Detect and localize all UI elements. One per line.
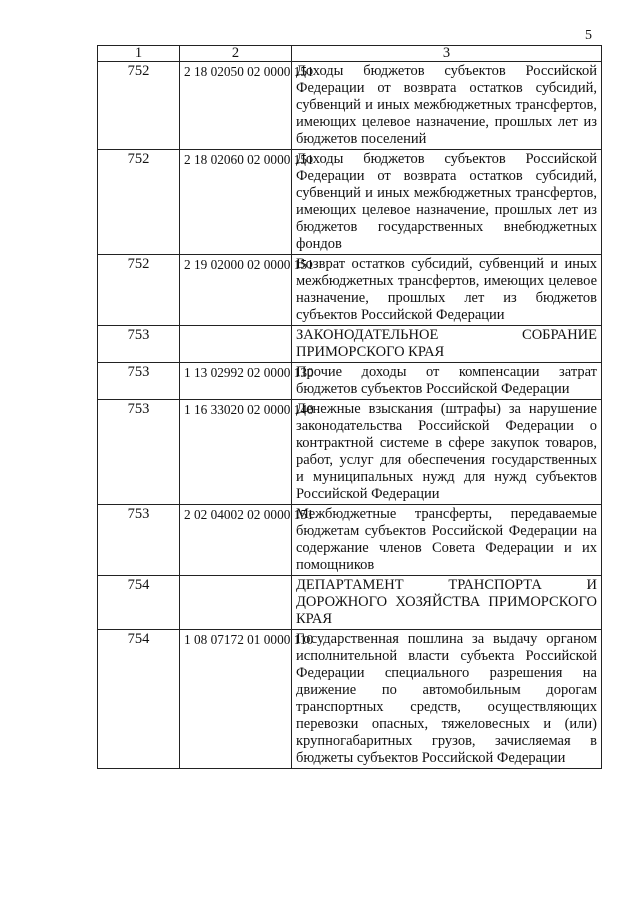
description-cell: Денежные взыскания (штрафы) за нарушение законодательства Российской Федерации о контрактной системе в сфере закупок товаров, работ, услуг для обеспечения государственных и муниципальных нужд для нужд субъектов Российской Федерации [292,400,602,505]
budget-code-cell: 2 19 02000 02 0000 151 [180,255,292,326]
table-row [98,150,602,255]
description-cell: Возврат остатков субсидий, субвенций и иных межбюджетных трансфертов, имеющих целевое назначение, прошлых лет из бюджетов субъектов Российской Федерации [292,255,602,326]
table-row-section-heading [98,326,602,363]
table-header-row [98,46,602,62]
table-row [98,400,602,505]
admin-code-cell: 753 [98,505,180,576]
table-row-section-heading [98,576,602,630]
column-header-code: 2 [180,46,292,62]
budget-code-cell [180,326,292,363]
description-cell: Прочие доходы от компенсации затрат бюджетов субъектов Российской Федерации [292,363,602,400]
budget-code-cell: 2 18 02050 02 0000 151 [180,62,292,150]
admin-code-cell: 752 [98,150,180,255]
admin-code-cell: 752 [98,255,180,326]
table-row [98,630,602,769]
page-number: 5 [585,28,592,43]
table-row [98,62,602,150]
table-row [98,363,602,400]
description-cell: Государственная пошлина за выдачу органом исполнительной власти субъекта Российской Федерации специального разрешения на движение по автомобильным дорогам транспортных средств, осуществляющих перевозки опасных, тяжеловесных и (или) крупногабаритных грузов, зачисляемая в бюджеты субъектов Российской Федерации [292,630,602,769]
description-cell: Доходы бюджетов субъектов Российской Федерации от возврата остатков субсидий, субвенций и иных межбюджетных трансфертов, имеющих целевое назначение, прошлых лет из бюджетов государственных внебюджетных фондов [292,150,602,255]
admin-code-cell: 754 [98,630,180,769]
column-header-admin: 1 [98,46,180,62]
admin-code-cell: 754 [98,576,180,630]
administrator-name-cell: ДЕПАРТАМЕНТ ТРАНСПОРТА И ДОРОЖНОГО ХОЗЯЙСТВА ПРИМОРСКОГО КРАЯ [292,576,602,630]
revenue-codes-table [97,45,602,769]
administrator-name-cell: ЗАКОНОДАТЕЛЬНОЕ СОБРАНИЕ ПРИМОРСКОГО КРАЯ [292,326,602,363]
budget-code-cell: 2 02 04002 02 0000 151 [180,505,292,576]
budget-code-cell [180,576,292,630]
admin-code-cell: 753 [98,400,180,505]
description-cell: Доходы бюджетов субъектов Российской Федерации от возврата остатков субсидий, субвенций и иных межбюджетных трансфертов, имеющих целевое назначение, прошлых лет из бюджетов поселений [292,62,602,150]
description-cell: Межбюджетные трансферты, передаваемые бюджетам субъектов Российской Федерации на содержание членов Совета Федерации и их помощников [292,505,602,576]
admin-code-cell: 753 [98,363,180,400]
table-row [98,255,602,326]
column-header-description: 3 [292,46,602,62]
budget-code-cell: 2 18 02060 02 0000 151 [180,150,292,255]
admin-code-cell: 752 [98,62,180,150]
budget-code-cell: 1 13 02992 02 0000 130 [180,363,292,400]
table-row [98,505,602,576]
budget-code-cell: 1 16 33020 02 0000 140 [180,400,292,505]
budget-code-cell: 1 08 07172 01 0000 110 [180,630,292,769]
admin-code-cell: 753 [98,326,180,363]
